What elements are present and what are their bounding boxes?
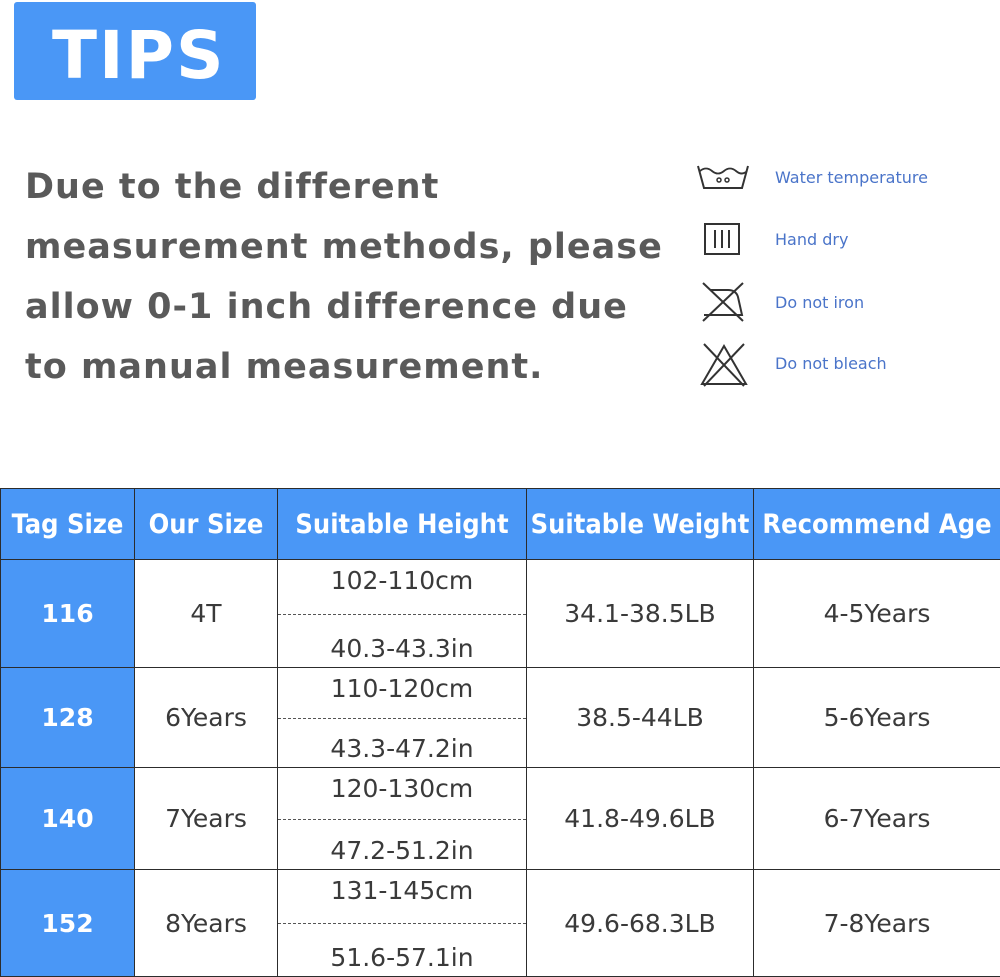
our-size-cell: 7Years <box>135 768 278 870</box>
dashed-divider <box>278 819 526 820</box>
care-item-do-not-bleach <box>696 342 986 388</box>
tag-size-cell: 140 <box>1 768 135 870</box>
header-suitable-height: Suitable Height <box>278 489 527 560</box>
height-cell <box>278 870 527 977</box>
dashed-divider <box>278 718 526 719</box>
measurement-note: Due to the different measurement methods, please allow 0-1 inch difference due to manual measurement. <box>25 167 663 387</box>
dashed-divider <box>278 923 526 924</box>
our-size-cell: 8Years <box>135 870 278 977</box>
header-tag-size: Tag Size <box>1 489 135 560</box>
age-cell: 7-8Years <box>754 870 1000 977</box>
age-cell: 5-6Years <box>754 668 1000 768</box>
height-cm: 110-120cm <box>330 674 474 703</box>
hand-dry-icon <box>696 218 752 264</box>
our-size-cell: 4T <box>135 560 278 668</box>
weight-cell: 49.6-68.3LB <box>527 870 754 977</box>
care-label: Hand dry <box>775 230 849 249</box>
header-recommend-age: Recommend Age <box>754 489 1000 560</box>
dashed-divider <box>278 614 526 615</box>
height-cell <box>278 560 527 668</box>
weight-cell: 38.5-44LB <box>527 668 754 768</box>
tips-badge <box>14 2 279 100</box>
care-item-do-not-iron <box>696 281 986 327</box>
height-in: 51.6-57.1in <box>330 943 474 972</box>
table-header-row <box>1 489 1000 560</box>
do-not-iron-icon <box>696 281 752 327</box>
tag-size-cell: 128 <box>1 668 135 768</box>
weight-cell: 41.8-49.6LB <box>527 768 754 870</box>
our-size-cell: 6Years <box>135 668 278 768</box>
height-cm: 131-145cm <box>330 876 474 905</box>
header-our-size: Our Size <box>135 489 278 560</box>
height-cm: 102-110cm <box>330 566 474 595</box>
care-label: Do not bleach <box>775 354 887 373</box>
age-cell: 4-5Years <box>754 560 1000 668</box>
height-cm: 120-130cm <box>330 774 474 803</box>
height-cell <box>278 768 527 870</box>
tag-size-cell: 152 <box>1 870 135 977</box>
washtub-icon <box>696 156 752 202</box>
height-in: 47.2-51.2in <box>330 836 474 865</box>
table-row <box>1 560 1000 668</box>
weight-cell: 34.1-38.5LB <box>527 560 754 668</box>
care-label: Do not iron <box>775 293 865 312</box>
header-suitable-weight: Suitable Weight <box>527 489 754 560</box>
table-row <box>1 768 1000 870</box>
size-chart-table <box>0 488 1000 977</box>
tag-size-cell: 116 <box>1 560 135 668</box>
table-row <box>1 870 1000 977</box>
height-cell <box>278 668 527 768</box>
care-label: Water temperature <box>775 168 928 187</box>
age-cell: 6-7Years <box>754 768 1000 870</box>
care-item-water-temperature <box>696 156 986 202</box>
height-in: 43.3-47.2in <box>330 734 474 763</box>
care-item-hand-dry <box>696 218 986 264</box>
tips-title: TIPS : <box>52 17 279 94</box>
do-not-bleach-icon <box>696 342 752 388</box>
height-in: 40.3-43.3in <box>330 634 474 663</box>
table-row <box>1 668 1000 768</box>
